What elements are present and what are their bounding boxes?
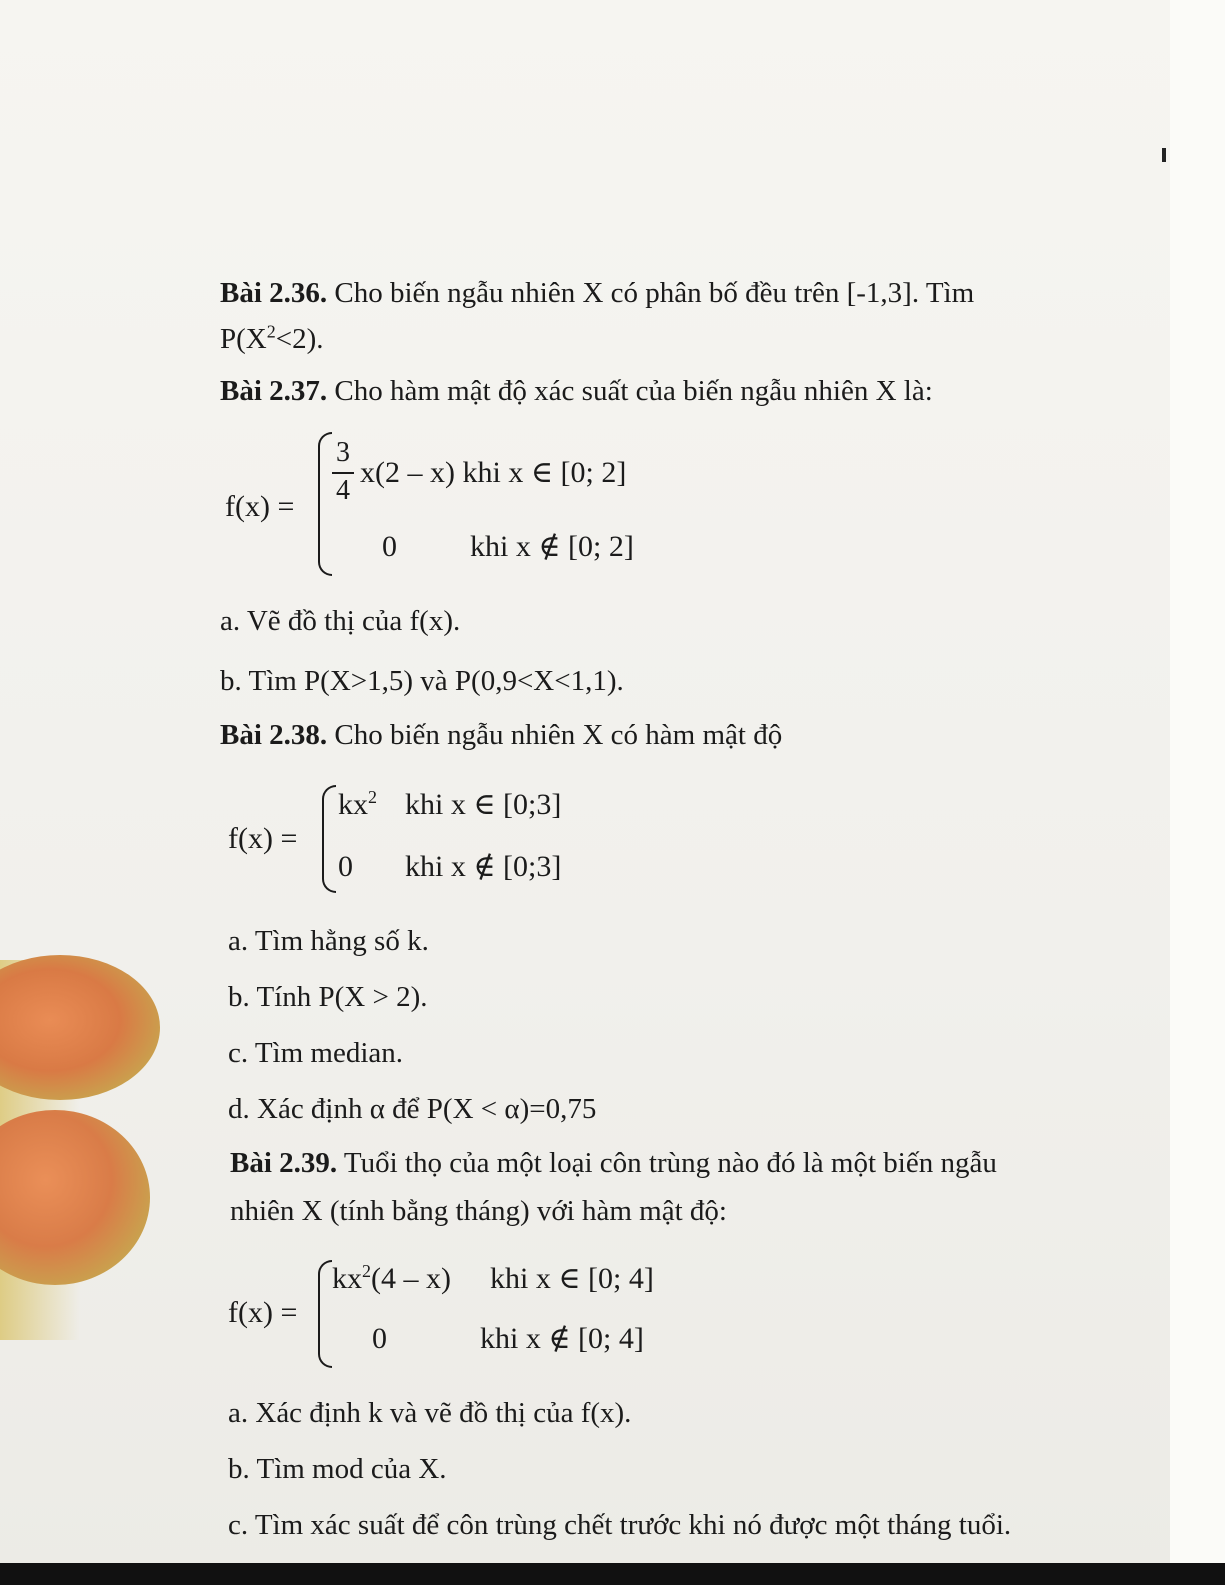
problem-2-36-line2 bbox=[220, 322, 324, 356]
question-a: a. Xác định k và vẽ đồ thị của f(x). bbox=[228, 1397, 632, 1429]
superscript: 2 bbox=[368, 787, 377, 807]
case-2-value: 0 bbox=[338, 850, 353, 883]
case-1-expression: x(2 – x) khi x ∈ [0; 2] bbox=[360, 456, 627, 489]
problem-label: Bài 2.36. bbox=[220, 277, 328, 309]
case-1-expression bbox=[332, 1262, 451, 1296]
fraction-bar bbox=[332, 472, 354, 474]
fraction-numerator: 3 bbox=[336, 437, 350, 468]
superscript: 2 bbox=[266, 321, 276, 342]
question-b: b. Tìm mod của X. bbox=[228, 1453, 447, 1485]
scan-bottom-edge bbox=[0, 1563, 1225, 1585]
problem-2-39-line2: nhiên X (tính bằng tháng) với hàm mật độ: bbox=[230, 1195, 727, 1227]
function-lhs: f(x) = bbox=[228, 822, 298, 855]
problem-2-36-line1 bbox=[220, 276, 974, 310]
problem-text: Cho biến ngẫu nhiên X có hàm mật độ bbox=[327, 719, 783, 751]
brace bbox=[318, 1260, 332, 1368]
problem-2-38-line1 bbox=[220, 718, 782, 752]
math-text: (4 – x) bbox=[371, 1262, 451, 1295]
question-b: b. Tính P(X > 2). bbox=[228, 981, 428, 1013]
function-lhs: f(x) = bbox=[225, 490, 295, 523]
math-text: P(X bbox=[220, 323, 267, 355]
math-text: <2). bbox=[275, 323, 324, 355]
page-edge bbox=[1170, 0, 1225, 1585]
question-c: c. Tìm xác suất để côn trùng chết trước khi nó được một tháng tuổi. bbox=[228, 1509, 1012, 1541]
problem-2-39-line1 bbox=[230, 1146, 997, 1180]
question-a: a. Vẽ đồ thị của f(x). bbox=[220, 605, 461, 637]
case-2-value: 0 bbox=[372, 1322, 387, 1355]
problem-text: Cho hàm mật độ xác suất của biến ngẫu nhiên X là: bbox=[327, 375, 933, 407]
brace bbox=[322, 785, 336, 893]
case-1-condition: khi x ∈ [0;3] bbox=[405, 788, 562, 821]
problem-label: Bài 2.37. bbox=[220, 375, 328, 407]
case-1-condition: khi x ∈ [0; 4] bbox=[490, 1262, 654, 1295]
fraction-denominator: 4 bbox=[336, 475, 350, 506]
question-c: c. Tìm median. bbox=[228, 1037, 404, 1069]
problem-label: Bài 2.39. bbox=[230, 1147, 338, 1179]
question-d: d. Xác định α để P(X < α)=0,75 bbox=[228, 1093, 597, 1125]
function-lhs: f(x) = bbox=[228, 1296, 298, 1329]
superscript: 2 bbox=[362, 1261, 371, 1281]
case-2-value: 0 bbox=[382, 530, 397, 563]
math-text: kx bbox=[338, 788, 368, 821]
question-b: b. Tìm P(X>1,5) và P(0,9<X<1,1). bbox=[220, 665, 624, 697]
question-a: a. Tìm hằng số k. bbox=[228, 925, 429, 957]
math-text: kx bbox=[332, 1262, 362, 1295]
problem-text: Tuổi thọ của một loại côn trùng nào đó là một biến ngẫu bbox=[337, 1147, 997, 1179]
case-2-condition: khi x ∉ [0;3] bbox=[405, 850, 562, 883]
case-2-condition: khi x ∉ [0; 2] bbox=[470, 530, 634, 563]
case-1-value bbox=[338, 788, 377, 822]
case-2-condition: khi x ∉ [0; 4] bbox=[480, 1322, 644, 1355]
problem-2-37-line1 bbox=[220, 374, 933, 408]
edge-mark bbox=[1162, 148, 1166, 162]
problem-text: Cho biến ngẫu nhiên X có phân bố đều trên [-1,3]. Tìm bbox=[327, 277, 975, 309]
problem-label: Bài 2.38. bbox=[220, 719, 328, 751]
